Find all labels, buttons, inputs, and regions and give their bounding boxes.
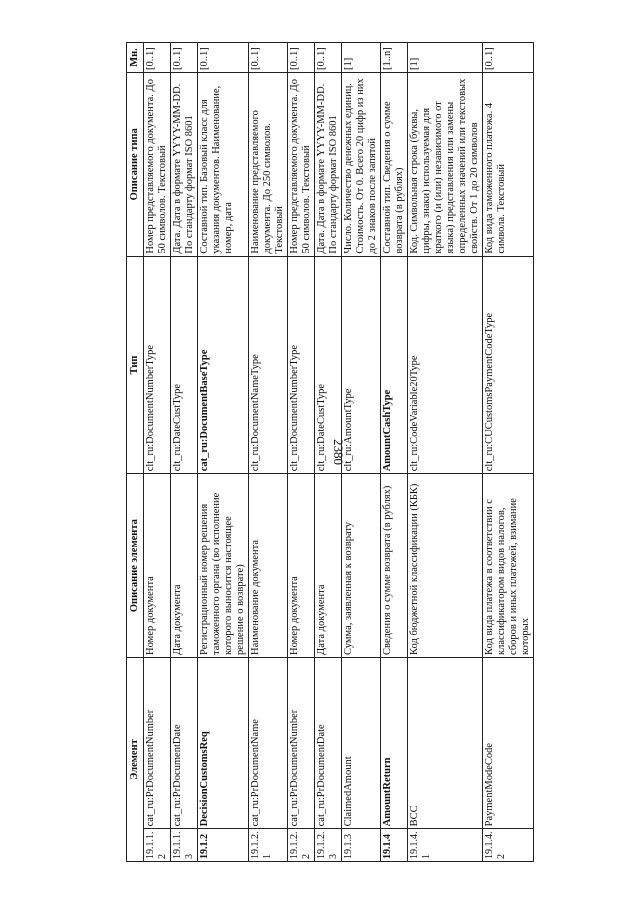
row-type: AmountCashType: [381, 256, 408, 474]
header-element: Элемент: [127, 657, 144, 861]
row-mult: [0..1]: [171, 43, 198, 73]
header-type: Тип: [127, 256, 144, 474]
row-desc: Дата документа: [315, 474, 342, 658]
row-type-desc: Код вида таможенного платежа. 4 символа. Текстовый: [483, 72, 534, 256]
row-index: 19.1.3: [342, 829, 381, 862]
schema-table: [126, 42, 534, 862]
row-element: cat_ru:PrDocumentNumber: [288, 657, 315, 828]
table-row: [483, 43, 534, 862]
row-type: clt_ru:DocumentNumberType: [144, 256, 171, 474]
row-type-desc: Составной тип. Базовый класс для указания документов. Наименование, номер, дата: [198, 72, 249, 256]
row-index: 19.1.1.2: [144, 829, 171, 862]
row-type-desc: Наименование представляемого документа. До 250 символов. Текстовый: [249, 72, 288, 256]
row-index: 19.1.2.2: [288, 829, 315, 862]
row-element: ClaimedAmount: [342, 657, 381, 828]
row-mult: [0..1]: [144, 43, 171, 73]
header-element-desc: Описание элемента: [127, 474, 144, 658]
row-desc: Дата документа: [171, 474, 198, 658]
row-type-desc: Число. Количество денежных единиц. Стоимость. От 0. Всего 20 цифр из них до 2 знаков после запятой: [342, 72, 381, 256]
row-index: 19.1.4.2: [483, 829, 534, 862]
row-desc: Регистрационный номер решения таможенного органа (во исполнение которого выносится настоящее решение о возврате): [198, 474, 249, 658]
row-desc: Сведения о сумме возврата (в рублях): [381, 474, 408, 658]
row-index: 19.1.1.3: [171, 829, 198, 862]
table-row: [315, 43, 342, 862]
row-type: clt_ru:AmountType: [342, 256, 381, 474]
row-mult: [0..1]: [483, 43, 534, 73]
row-type-desc: Дата. Дата в формате YYYY-MM-DD. По стандарту формат ISO 8601: [171, 72, 198, 256]
table-header-row: [127, 43, 144, 862]
row-type: clt_ru:DocumentNameType: [249, 256, 288, 474]
row-type: clt_ru:DateCustType: [315, 256, 342, 474]
row-type: clt_ru:CodeVariable20Type: [408, 256, 483, 474]
row-mult: [1..n]: [381, 43, 408, 73]
row-desc: Код бюджетной классификации (КБК): [408, 474, 483, 658]
table-row: [288, 43, 315, 862]
row-type-desc: Номер представляемого документа. До 50 символов. Текстовый: [288, 72, 315, 256]
row-type-desc: Дата. Дата в формате YYYY-MM-DD. По стандарту формат ISO 8601: [315, 72, 342, 256]
table-row: [198, 43, 249, 862]
row-element: DecisionCustomsReq: [198, 657, 249, 828]
row-element: cat_ru:PrDocumentDate: [315, 657, 342, 828]
table-row: [408, 43, 483, 862]
row-element: cat_ru:PrDocumentDate: [171, 657, 198, 828]
table-row: [249, 43, 288, 862]
row-desc: Сумма, заявленная к возврату: [342, 474, 381, 658]
row-type-desc: Составной тип. Сведения о сумме возврата (в рублях): [381, 72, 408, 256]
row-desc: Наименование документа: [249, 474, 288, 658]
header-type-desc: Описание типа: [127, 72, 144, 256]
row-mult: [1]: [342, 43, 381, 73]
row-index: 19.1.2: [198, 829, 249, 862]
table-body: [144, 43, 534, 862]
row-mult: [0..1]: [288, 43, 315, 73]
row-index: 19.1.2.3: [315, 829, 342, 862]
row-type-desc: Номер представляемого документа. До 50 символов. Текстовый: [144, 72, 171, 256]
row-desc: Номер документа: [288, 474, 315, 658]
rotated-table-container: [126, 42, 586, 862]
row-index: 19.1.4.1: [408, 829, 483, 862]
row-element: cat_ru:PrDocumentNumber: [144, 657, 171, 828]
row-desc: Код вида платежа в соответствии с классификатором видов налогов, сборов и иных платежей, взимание которых: [483, 474, 534, 658]
row-index: 19.1.2.1: [249, 829, 288, 862]
table-row: [144, 43, 171, 862]
row-type: cat_ru:DocumentBaseType: [198, 256, 249, 474]
row-mult: [0..1]: [315, 43, 342, 73]
row-mult: [1]: [408, 43, 483, 73]
table-row: [171, 43, 198, 862]
row-type: clt_ru:DateCustType: [171, 256, 198, 474]
row-element: cat_ru:PrDocumentName: [249, 657, 288, 828]
page-number: 2380: [331, 439, 346, 465]
row-element: AmountReturn: [381, 657, 408, 828]
row-mult: [0..1]: [198, 43, 249, 73]
row-element: BCC: [408, 657, 483, 828]
header-mult: Мн.: [127, 43, 144, 73]
row-type: clt_ru:CUCustomsPaymentCodeType: [483, 256, 534, 474]
row-mult: [0..1]: [249, 43, 288, 73]
row-element: PaymentModeCode: [483, 657, 534, 828]
row-desc: Номер документа: [144, 474, 171, 658]
row-index: 19.1.4: [381, 829, 408, 862]
table-row: [342, 43, 381, 862]
table-row: [381, 43, 408, 862]
row-type-desc: Код. Символьная строка (буквы, цифры, знаки) используемая для краткого (и (или) независимого от языка) представления или замены определенных значений или текстовых свойств. От 1 до 20 символов: [408, 72, 483, 256]
row-type: clt_ru:DocumentNumberType: [288, 256, 315, 474]
